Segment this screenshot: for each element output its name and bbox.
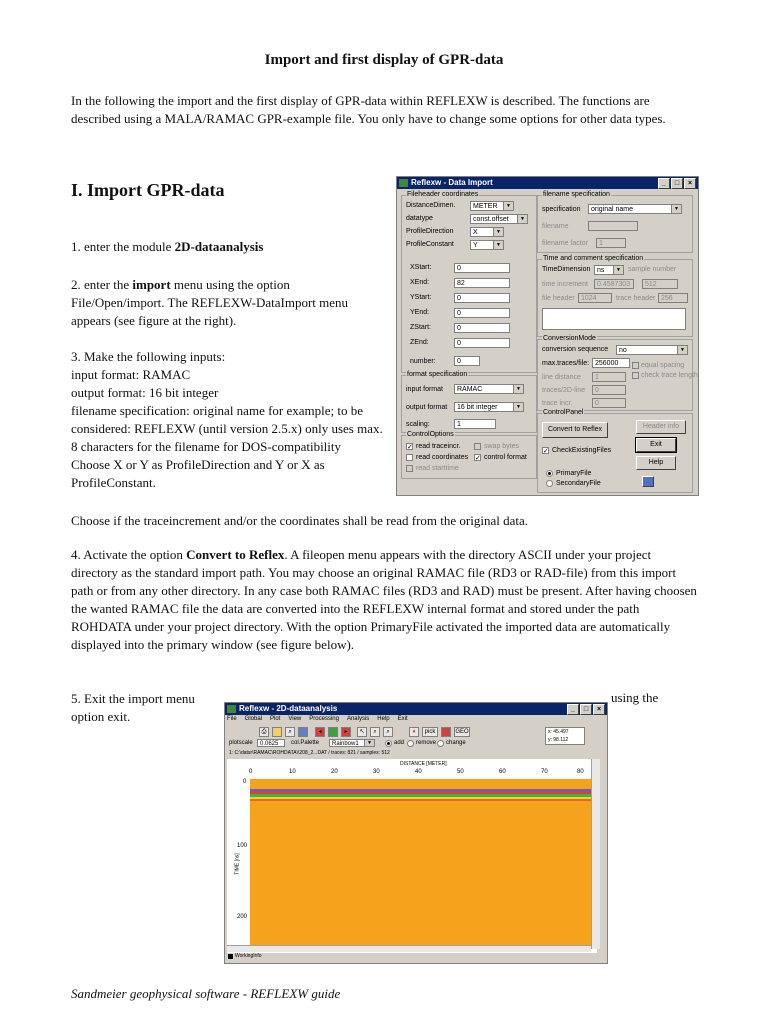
- x-tick-label: 50: [457, 769, 464, 775]
- read-traceincr-checkbox[interactable]: ✓: [407, 444, 413, 451]
- change-radio[interactable]: [437, 740, 444, 747]
- step-4-bold: Convert to Reflex: [186, 547, 285, 562]
- step-4-text: 4. Activate the option: [71, 547, 187, 562]
- swap-bytes-checkbox[interactable]: [474, 443, 481, 450]
- menu-file[interactable]: File: [227, 716, 237, 722]
- x-tick-label: 30: [373, 769, 380, 775]
- comment-input[interactable]: [542, 308, 686, 330]
- status-indicator: [228, 954, 233, 959]
- x-tick-label: 40: [415, 769, 422, 775]
- ystart-label: YStart:: [410, 294, 432, 301]
- specification-value: original name: [591, 206, 634, 213]
- ystart-input[interactable]: 0: [454, 293, 510, 303]
- plotscale-label: plotscale: [229, 740, 253, 746]
- check-trace-length-label: check trace length: [641, 372, 698, 379]
- control-format-checkbox[interactable]: ✓: [475, 455, 481, 462]
- menu-bar: [225, 715, 607, 724]
- primary-file-radio[interactable]: [546, 470, 553, 477]
- x-tick-label: 60: [499, 769, 506, 775]
- data-import-dialog: [396, 176, 699, 496]
- pick-button[interactable]: [422, 727, 438, 737]
- distance-dimen-select[interactable]: [470, 201, 514, 211]
- dialog-title: Reflexw - Data Import: [411, 178, 493, 187]
- specification-label: specification: [542, 206, 581, 213]
- filename-factor-input[interactable]: 1: [596, 238, 626, 248]
- chevron-down-icon: ▼: [493, 228, 503, 236]
- time-increment-label: time increment: [542, 281, 588, 288]
- zoom-icon[interactable]: ⌕: [285, 727, 295, 737]
- step-2: [71, 276, 371, 330]
- horizontal-scrollbar[interactable]: [227, 945, 591, 952]
- control-options-group: [401, 431, 537, 479]
- colpalette-select[interactable]: [329, 739, 375, 747]
- readout-y: y: 98.112: [548, 737, 569, 743]
- swap-bytes-label: swap bytes: [484, 443, 520, 450]
- x-tick-label: 20: [331, 769, 338, 775]
- exit-button[interactable]: Exit: [636, 438, 676, 452]
- profile-constant-label: ProfileConstant: [406, 241, 454, 248]
- output-format-label: output format: [406, 404, 448, 411]
- status-bar: [227, 953, 603, 961]
- conversion-sequence-value: no: [619, 347, 627, 354]
- x-axis-title: DISTANCE [METER]: [400, 761, 447, 767]
- file-path: 1: C:\datsr\RAMAC\ROHDATA\\208_2...DAT / traces: 821 / samples: 512: [229, 750, 390, 756]
- file-header-label: file header: [542, 295, 575, 302]
- maximize-button[interactable]: □: [580, 704, 592, 715]
- cursor-icon[interactable]: ↖: [357, 727, 367, 737]
- filename-label: filename: [542, 223, 569, 230]
- chevron-down-icon: ▼: [613, 266, 623, 274]
- yend-input[interactable]: 0: [454, 308, 510, 318]
- folder-icon[interactable]: [272, 727, 282, 737]
- chevron-down-icon: ▼: [503, 202, 513, 210]
- step-5: 5. Exit the import menu option exit.: [71, 691, 195, 724]
- y-tick-label: 200: [237, 914, 248, 920]
- trace-incr-label: trace incr.: [542, 400, 573, 407]
- y-tick-label: 100: [237, 843, 248, 849]
- magnify-out-icon[interactable]: ⌕: [383, 727, 393, 737]
- filename-factor-label: filename factor: [542, 240, 588, 247]
- menu-exit[interactable]: Exit: [397, 716, 408, 722]
- geo-button[interactable]: [454, 727, 470, 737]
- app-icon: [399, 179, 408, 187]
- read-starttime-label: read starttime: [416, 465, 459, 472]
- zstart-input[interactable]: 0: [454, 323, 510, 333]
- step-1: [71, 238, 263, 256]
- step-3: [71, 348, 391, 492]
- max-traces-label: max.traces/file:: [542, 360, 590, 367]
- intro-paragraph: In the following the import and the first display of GPR-data within REFLEXW is described. The functions are described using a MALA/RAMAC GPR-example file. You only have to change some options for other data types.: [71, 93, 666, 126]
- input-format-select[interactable]: [454, 384, 524, 394]
- remove-label: remove: [416, 740, 437, 746]
- chevron-down-icon: ▼: [493, 241, 503, 249]
- input-format-label: input format: [406, 386, 443, 393]
- step-1-text: 1. enter the module: [71, 239, 175, 254]
- step-2-text: 2. enter the: [71, 277, 133, 292]
- step-3-line: input format: RAMAC: [71, 367, 191, 382]
- conversion-sequence-select[interactable]: [616, 345, 688, 355]
- group-label: ConversionMode: [543, 335, 596, 342]
- distance-dimen-label: DistanceDimen.: [406, 202, 456, 209]
- change-label: change: [446, 740, 466, 746]
- x-tick-label: 0: [249, 769, 253, 775]
- maximize-button[interactable]: □: [671, 178, 683, 189]
- magnify-icon[interactable]: ⌕: [370, 727, 380, 737]
- filename-input[interactable]: [588, 221, 638, 231]
- datatype-select[interactable]: [470, 214, 528, 224]
- menu-global[interactable]: Global: [244, 716, 263, 722]
- chevron-down-icon: ▼: [513, 385, 523, 393]
- colpalette-value: Rainbow1: [332, 741, 359, 747]
- step-3-last: Choose if the traceincrement and/or the coordinates shall be read from the original data.: [71, 513, 528, 528]
- menu-help[interactable]: Help: [377, 716, 390, 722]
- time-group: [537, 255, 693, 337]
- remove-radio[interactable]: [407, 740, 414, 747]
- profile-direction-label: ProfileDirection: [406, 228, 454, 235]
- datatype-label: datatype: [406, 215, 433, 222]
- zend-input[interactable]: 0: [454, 338, 510, 348]
- xstart-label: XStart:: [410, 264, 432, 271]
- analysis-titlebar: [225, 703, 607, 715]
- status-text: WorkingInfo: [235, 953, 262, 959]
- x-tick-label: 80: [577, 769, 584, 775]
- output-format-select[interactable]: [454, 402, 524, 412]
- menu-plot[interactable]: Plot: [270, 716, 281, 722]
- scaling-label: scaling:: [406, 421, 430, 428]
- chevron-down-icon: ▼: [671, 205, 681, 213]
- display-icon[interactable]: [642, 476, 654, 487]
- equal-spacing-checkbox[interactable]: [632, 362, 639, 369]
- arrow-left-icon[interactable]: ◂: [315, 727, 325, 737]
- vertical-scrollbar[interactable]: [591, 759, 600, 949]
- line-distance-input[interactable]: 1: [592, 372, 626, 382]
- app-icon: [227, 705, 236, 713]
- minimize-button[interactable]: _: [658, 178, 670, 189]
- page-title: Import and first display of GPR-data: [264, 52, 504, 68]
- step-4: [71, 546, 701, 654]
- analysis-title: Reflexw - 2D-dataanalysis: [239, 704, 338, 713]
- read-traceincr-label: read traceincr.: [416, 443, 461, 450]
- flag-icon[interactable]: [441, 727, 451, 737]
- step-5-right: using the: [611, 690, 659, 705]
- datatype-value: const.offset: [473, 216, 509, 223]
- reflection-band: [250, 799, 600, 801]
- number-label: number:: [410, 358, 436, 365]
- traces-input[interactable]: 0: [592, 385, 626, 395]
- format-group: [401, 371, 537, 433]
- step-3-line: output format: 16 bit integer: [71, 385, 219, 400]
- section-heading: I. Import GPR-data: [71, 180, 225, 200]
- step-2-bold: import: [132, 277, 171, 292]
- chevron-down-icon: ▼: [517, 215, 527, 223]
- step-4-suffix: . A fileopen menu appears with the directory ASCII under your project directory as the standard import path. You may choose an original RAMAC file (RD3 or RAD-file) from this import path or from any other directory. In any case both RAMAC files (RD3 and RAD) must be present. After having choosen the wanted RAMAC file the data are converted into the REFLEXW internal format and stored under the path ROHDATA under your project directory. With the option PrimaryFile activated the imported data are automatically displayed into the primary window (see figure below).: [71, 547, 697, 652]
- pick-label: pick: [424, 729, 436, 735]
- menu-processing[interactable]: Processing: [309, 716, 339, 722]
- step-3-line: Choose X or Y as ProfileDirection and Y or X as ProfileConstant.: [71, 457, 325, 490]
- check-existing-label: CheckExistingFiles: [552, 447, 612, 454]
- arrow-right-icon[interactable]: ▸: [341, 727, 351, 737]
- yend-label: YEnd:: [410, 309, 430, 316]
- group-label: ControlPanel: [543, 409, 584, 416]
- check-trace-length-checkbox[interactable]: [632, 372, 639, 379]
- primary-file-label: PrimaryFile: [556, 470, 592, 477]
- readout-x: x: 45.497: [548, 729, 569, 735]
- stop-icon[interactable]: [328, 727, 338, 737]
- time-dimension-value: ns: [597, 267, 605, 274]
- chevron-down-icon: ▼: [677, 346, 687, 354]
- profile-constant-select[interactable]: [470, 240, 504, 250]
- step-1-bold: 2D-dataanalysis: [174, 239, 264, 254]
- step-3-line: 3. Make the following inputs:: [71, 349, 226, 364]
- equal-spacing-label: equal spacing: [641, 362, 685, 369]
- radargram-plot[interactable]: [250, 779, 600, 945]
- time-dimension-label: TimeDimension: [542, 266, 591, 273]
- marker-icon[interactable]: ♦: [409, 727, 419, 737]
- xstart-input[interactable]: 0: [454, 263, 510, 273]
- zend-label: ZEnd:: [410, 339, 429, 346]
- group-label: Time and comment specification: [543, 255, 644, 262]
- help-button[interactable]: Help: [636, 456, 676, 470]
- control-panel-group: [537, 409, 693, 493]
- traces-label: traces/2D-line: [542, 387, 586, 394]
- distance-dimen-value: METER: [473, 203, 498, 210]
- file-header-input[interactable]: 1024: [578, 293, 612, 303]
- convert-to-reflex-button[interactable]: Convert to Reflex: [542, 422, 608, 438]
- menu-view[interactable]: View: [288, 716, 302, 722]
- window-icon[interactable]: [298, 727, 308, 737]
- x-tick-label: 10: [289, 769, 296, 775]
- samples-input[interactable]: 512: [642, 279, 678, 289]
- zstart-label: ZStart:: [410, 324, 432, 331]
- check-existing-checkbox[interactable]: ✓: [543, 448, 549, 455]
- xend-input[interactable]: 82: [454, 278, 510, 288]
- plotscale-input[interactable]: 0.0625: [257, 739, 285, 747]
- page-footer: Sandmeier geophysical software - REFLEXW guide: [71, 986, 341, 1001]
- minimize-button[interactable]: _: [567, 704, 579, 715]
- time-dimension-select[interactable]: [594, 265, 624, 275]
- chevron-down-icon: ▼: [364, 740, 374, 746]
- group-label: Fileheader coordinates: [407, 191, 479, 198]
- read-coordinates-label: read coordinates: [416, 454, 469, 461]
- conversion-group: [537, 335, 698, 411]
- y-axis-title: TIME [ns]: [234, 853, 241, 875]
- add-label: add: [394, 740, 405, 746]
- profile-direction-value: X: [473, 229, 478, 236]
- group-label: format specification: [407, 371, 468, 378]
- profile-constant-value: Y: [473, 242, 478, 249]
- geo-label: GEO: [455, 729, 469, 735]
- xend-label: XEnd:: [410, 279, 430, 286]
- x-tick-label: 70: [541, 769, 548, 775]
- close-button[interactable]: ×: [593, 704, 605, 715]
- colpalette-label: col.Palette: [291, 740, 320, 746]
- dataanalysis-window: [224, 702, 608, 964]
- max-traces-input[interactable]: 256000: [592, 358, 630, 368]
- filename-group: [537, 191, 693, 253]
- trace-header-label: trace header: [616, 295, 656, 302]
- specification-select[interactable]: [588, 204, 682, 214]
- input-format-value: RAMAC: [457, 386, 483, 393]
- dialog-titlebar: [397, 177, 698, 189]
- output-format-value: 16 bit integer: [457, 404, 498, 411]
- scaling-input[interactable]: 1: [454, 419, 496, 429]
- step-3-line: filename specification: original name for example; to be considered: REFLEXW (until version 2.5.x) only uses max. 8 characters for the filename for DOS-compatibility: [71, 403, 383, 454]
- secondary-file-radio[interactable]: [546, 480, 553, 487]
- y-tick-label: 0: [243, 779, 247, 785]
- trace-header-input[interactable]: 256: [658, 293, 688, 303]
- coordinate-readout: [545, 727, 585, 745]
- control-format-label: control format: [484, 454, 527, 461]
- line-distance-label: line distance: [542, 374, 581, 381]
- time-increment-input[interactable]: 0.4587303: [594, 279, 634, 289]
- number-input[interactable]: 0: [454, 356, 480, 366]
- group-label: filename specification: [543, 191, 610, 198]
- group-label: ControlOptions: [407, 431, 454, 438]
- read-starttime-checkbox[interactable]: [406, 465, 413, 472]
- print-icon[interactable]: ⎙: [259, 727, 269, 737]
- close-button[interactable]: ×: [684, 178, 696, 189]
- step-2-suffix: menu using the option File/Open/import. The REFLEXW-DataImport menu appears (see figure at the right).: [71, 277, 349, 328]
- menu-analysis[interactable]: Analysis: [346, 716, 370, 722]
- chevron-down-icon: ▼: [513, 403, 523, 411]
- conversion-sequence-label: conversion sequence: [542, 346, 609, 353]
- trace-incr-input[interactable]: 0: [592, 398, 626, 408]
- profile-direction-select[interactable]: [470, 227, 504, 237]
- header-info-button[interactable]: Header info: [636, 420, 686, 434]
- sample-number-label: sample number: [628, 266, 677, 273]
- fileheader-group: [401, 191, 537, 373]
- add-radio[interactable]: [385, 740, 392, 747]
- read-coordinates-checkbox[interactable]: [406, 454, 413, 461]
- secondary-file-label: SecondaryFile: [556, 480, 601, 487]
